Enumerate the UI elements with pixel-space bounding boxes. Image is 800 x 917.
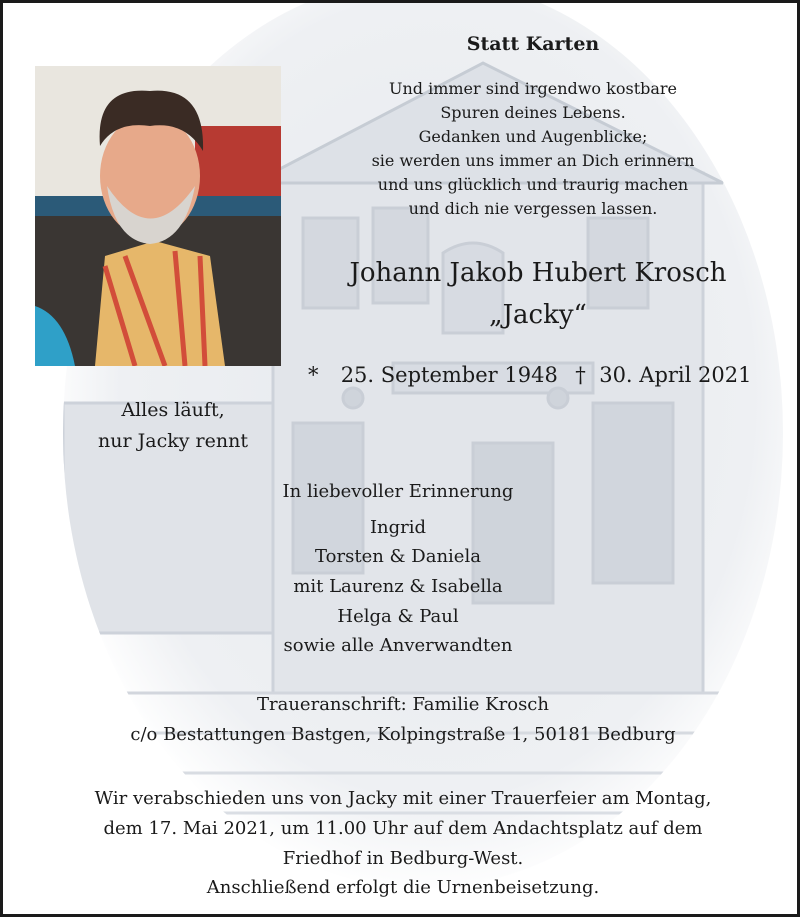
mourner-line: mit Laurenz & Isabella (293, 576, 503, 597)
ceremony-line: Friedhof in Bedburg-West. (282, 848, 524, 869)
poem-line: und uns glücklich und traurig machen (377, 175, 689, 194)
mourner-line: Ingrid (369, 517, 427, 538)
deceased-name: Johann Jakob Hubert Krosch (349, 258, 727, 288)
birth-symbol: * (308, 363, 319, 387)
poem-line: sie werden uns immer an Dich erinnern (371, 151, 695, 170)
address-line: Traueranschrift: Familie Krosch (257, 694, 549, 715)
header-title: Statt Karten (466, 33, 600, 55)
ceremony-line: Wir verabschieden uns von Jacky mit einer Trauerfeier am Montag, (94, 788, 712, 809)
death-symbol: † (575, 363, 586, 387)
deceased-nickname: „Jacky“ (489, 300, 587, 330)
poem-line: und dich nie vergessen lassen. (408, 199, 658, 218)
birth-date: 25. September 1948 (340, 363, 558, 387)
life-dates (308, 363, 798, 387)
motto-line: Alles läuft, (121, 399, 225, 421)
ceremony-line: dem 17. Mai 2021, um 11.00 Uhr auf dem Andachtsplatz auf dem (103, 818, 703, 839)
mourner-line: Helga & Paul (337, 606, 459, 627)
poem-line: Spuren deines Lebens. (440, 103, 626, 122)
address-line: c/o Bestattungen Bastgen, Kolpingstraße 1, 50181 Bedburg (130, 724, 676, 745)
death-date: 30. April 2021 (599, 363, 752, 387)
mourner-line: sowie alle Anverwandten (283, 635, 513, 656)
poem-line: Und immer sind irgendwo kostbare (388, 79, 678, 98)
poem-line: Gedanken und Augenblicke; (418, 127, 648, 146)
motto-line: nur Jacky rennt (98, 430, 248, 452)
remembrance-intro: In liebevoller Erinnerung (282, 481, 514, 502)
portrait-photo (35, 66, 281, 366)
ceremony-line: Anschließend erfolgt die Urnenbeisetzung. (206, 877, 600, 898)
mourner-line: Torsten & Daniela (315, 546, 481, 567)
